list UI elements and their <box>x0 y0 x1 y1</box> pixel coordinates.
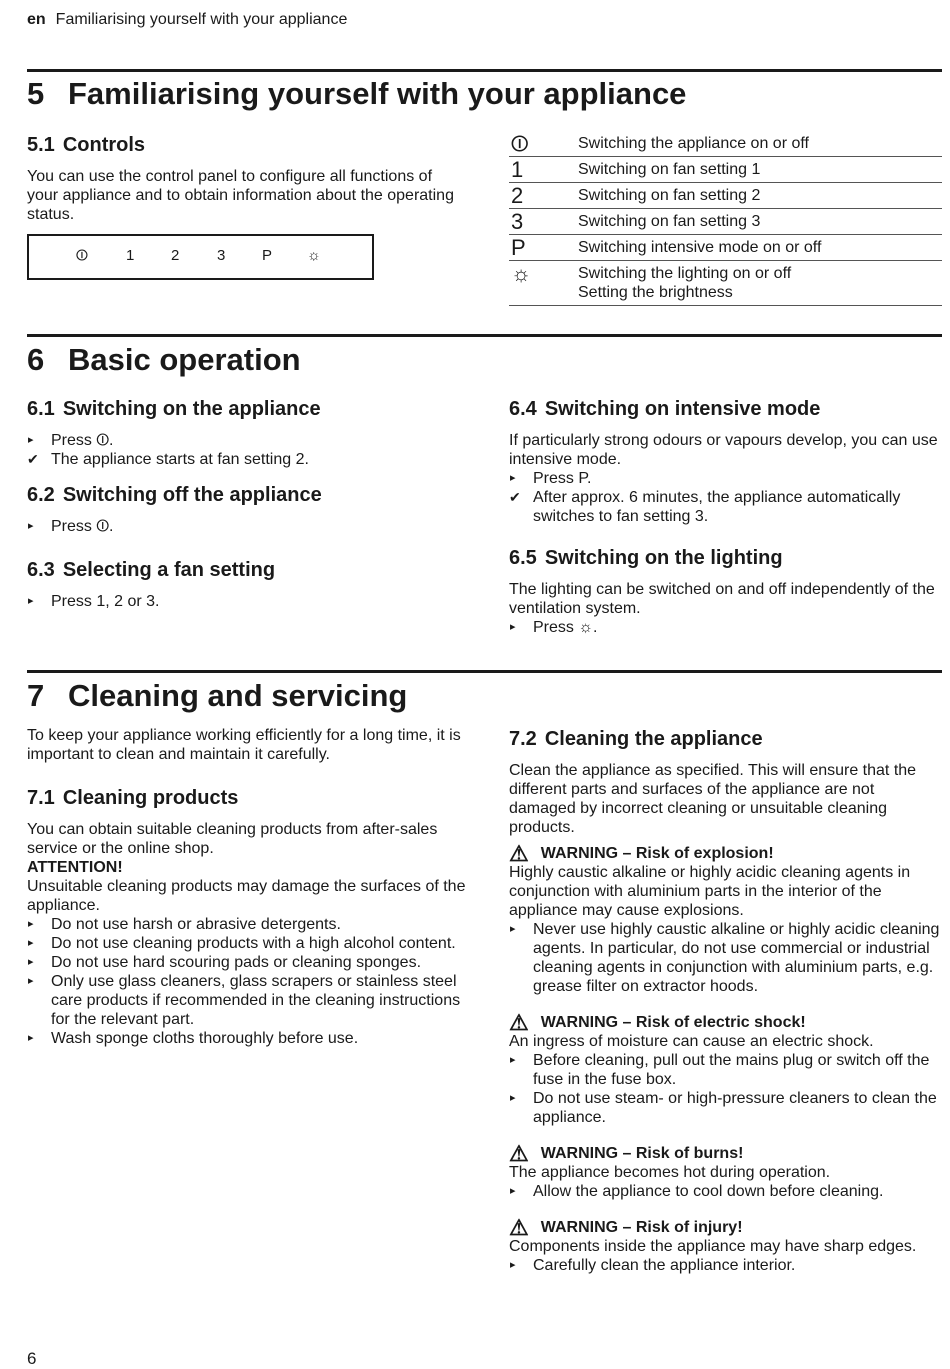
list-item: ▸ Do not use harsh or abrasive detergents. <box>28 916 341 933</box>
fan-2-icon: 2 <box>171 247 180 264</box>
warning-triangle-icon: ⚠ <box>509 841 529 866</box>
section-rule <box>27 334 942 337</box>
running-header <box>27 11 347 29</box>
section-6-heading: 6 Basic operation <box>27 342 301 377</box>
heading-5-1: 5.1 Controls <box>27 134 146 156</box>
warning-triangle-icon: ⚠ <box>509 1141 529 1166</box>
warning-electric-shock: ⚠ WARNING – Risk of electric shock! An ingress of moisture can cause an electric shock. ▸ Before cleaning, pull out the mains plug or switch off the fuse in the fuse box. ▸ Do not use steam- or high-pressure cleaners to clean the appliance. <box>509 1013 943 1127</box>
list-item: ▸ Press 1, 2 or 3. <box>28 593 160 610</box>
heading-6-5: 6.5 Switching on the lighting <box>509 547 783 569</box>
fan-2-icon: 2 <box>509 183 578 209</box>
list-item: ✔ After approx. 6 minutes, the appliance automatically switches to fan setting 3. <box>509 489 901 525</box>
intensive-icon: P <box>509 235 578 261</box>
power-icon: ⏼ <box>509 131 578 157</box>
section-6-left <box>27 397 467 611</box>
list-item: ▸ Wash sponge cloths thoroughly before use. <box>28 1030 359 1047</box>
language-code: en <box>27 11 46 28</box>
controls-text: You can use the control panel to configure all functions of your appliance and to obtain information about the operating status. <box>27 168 454 223</box>
table-row: 3 Switching on fan setting 3 <box>509 209 942 235</box>
fan-3-icon: 3 <box>217 247 226 264</box>
list-item: ▸ Do not use steam- or high-pressure cleaners to clean the appliance. <box>510 1090 937 1126</box>
controls-section <box>27 133 467 224</box>
warning-burns: ⚠ WARNING – Risk of burns! The appliance becomes hot during operation. ▸ Allow the appliance to cool down before cleaning. <box>509 1144 943 1201</box>
list-item: ▸ Only use glass cleaners, glass scrapers or stainless steel care products if recommended in the cleaning instructions for the relevant part. <box>28 973 461 1028</box>
heading-7-1: 7.1 Cleaning products <box>27 787 239 809</box>
section-5-heading: 5 Familiarising yourself with your appliance <box>27 76 687 111</box>
warning-explosion: ⚠ WARNING – Risk of explosion! Highly caustic alkaline or highly acidic cleaning agents in conjunction with aluminium parts in the interior of the appliance may cause explosions. ▸ Never use highly caustic alkaline or highly acidic cleaning agents. In particular, do not use commercial or industrial cleaning agents in conjunction with aluminium parts, e.g. grease filter on extractor hoods. <box>509 844 943 996</box>
fan-3-icon: 3 <box>509 209 578 235</box>
cleaning-intro: To keep your appliance working efficiently for a long time, it is important to clean and maintain it carefully. <box>27 727 461 763</box>
heading-6-2: 6.2 Switching off the appliance <box>27 484 322 506</box>
table-row: 2 Switching on fan setting 2 <box>509 183 942 209</box>
cleaning-products-text: You can obtain suitable cleaning products from after-sales service or the online shop. <box>27 821 438 857</box>
list-item: ✔ The appliance starts at fan setting 2. <box>27 451 309 468</box>
list-item: ▸ Press ⏼. <box>28 518 114 535</box>
table-row: 1 Switching on fan setting 1 <box>509 157 942 183</box>
heading-6-1: 6.1 Switching on the appliance <box>27 398 321 420</box>
list-item: ▸ Do not use hard scouring pads or cleaning sponges. <box>28 954 422 971</box>
section-7-right <box>509 727 943 1275</box>
fan-1-icon: 1 <box>126 247 135 264</box>
attention-text: Unsuitable cleaning products may damage the surfaces of the appliance. <box>27 878 466 914</box>
heading-6-3: 6.3 Selecting a fan setting <box>27 559 276 581</box>
light-icon: ☼ <box>509 261 578 306</box>
cleaning-appliance-text: Clean the appliance as specified. This will ensure that the different parts and surfaces of the appliance are not damaged by incorrect cleaning or unsuitable cleaning products. <box>509 762 917 836</box>
page-number: 6 <box>27 1349 37 1368</box>
list-item: ▸ Do not use cleaning products with a high alcohol content. <box>28 935 456 952</box>
section-rule <box>27 69 942 72</box>
list-item: ▸ Allow the appliance to cool down before cleaning. <box>510 1183 884 1200</box>
intensive-icon: P <box>262 247 273 264</box>
list-item: ▸ Never use highly caustic alkaline or highly acidic cleaning agents. In particular, do not use commercial or industrial cleaning agents in conjunction with aluminium parts, e.g. grease filter on extractor hoods. <box>510 921 940 995</box>
lighting-text: The lighting can be switched on and off independently of the ventilation system. <box>509 581 935 617</box>
section-7-heading: 7 Cleaning and servicing <box>27 678 408 713</box>
list-item: ▸ Before cleaning, pull out the mains plug or switch off the fuse in the fuse box. <box>510 1052 930 1088</box>
fan-1-icon: 1 <box>509 157 578 183</box>
header-title: Familiarising yourself with your appliance <box>55 11 348 28</box>
table-row: ☼ Switching the lighting on or off Setting the brightness <box>509 261 942 306</box>
list-item: ▸ Press ⏼. <box>28 432 114 449</box>
intensive-text: If particularly strong odours or vapours develop, you can use intensive mode. <box>509 432 938 468</box>
heading-7-2: 7.2 Cleaning the appliance <box>509 728 763 750</box>
table-row: P Switching intensive mode on or off <box>509 235 942 261</box>
section-rule <box>27 670 942 673</box>
warning-injury: ⚠ WARNING – Risk of injury! Components inside the appliance may have sharp edges. ▸ Carefully clean the appliance interior. <box>509 1218 943 1275</box>
check-icon: ✔ <box>27 451 39 467</box>
list-item: ▸ Press P. <box>510 470 592 487</box>
heading-6-4: 6.4 Switching on intensive mode <box>509 398 821 420</box>
check-icon: ✔ <box>509 489 521 505</box>
section-7-left <box>27 726 467 1048</box>
power-icon: ⏼ <box>76 247 88 264</box>
table-row: ⏼ Switching the appliance on or off <box>509 131 942 157</box>
warning-triangle-icon: ⚠ <box>509 1215 529 1240</box>
attention-label: ATTENTION! <box>27 859 123 876</box>
list-item: ▸ Carefully clean the appliance interior. <box>510 1257 796 1274</box>
list-item: ▸ Press ☼. <box>510 619 598 636</box>
warning-triangle-icon: ⚠ <box>509 1010 529 1035</box>
controls-table <box>509 131 942 306</box>
section-6-right <box>509 397 943 637</box>
light-icon: ☼ <box>307 247 321 264</box>
control-panel-diagram <box>27 234 374 280</box>
